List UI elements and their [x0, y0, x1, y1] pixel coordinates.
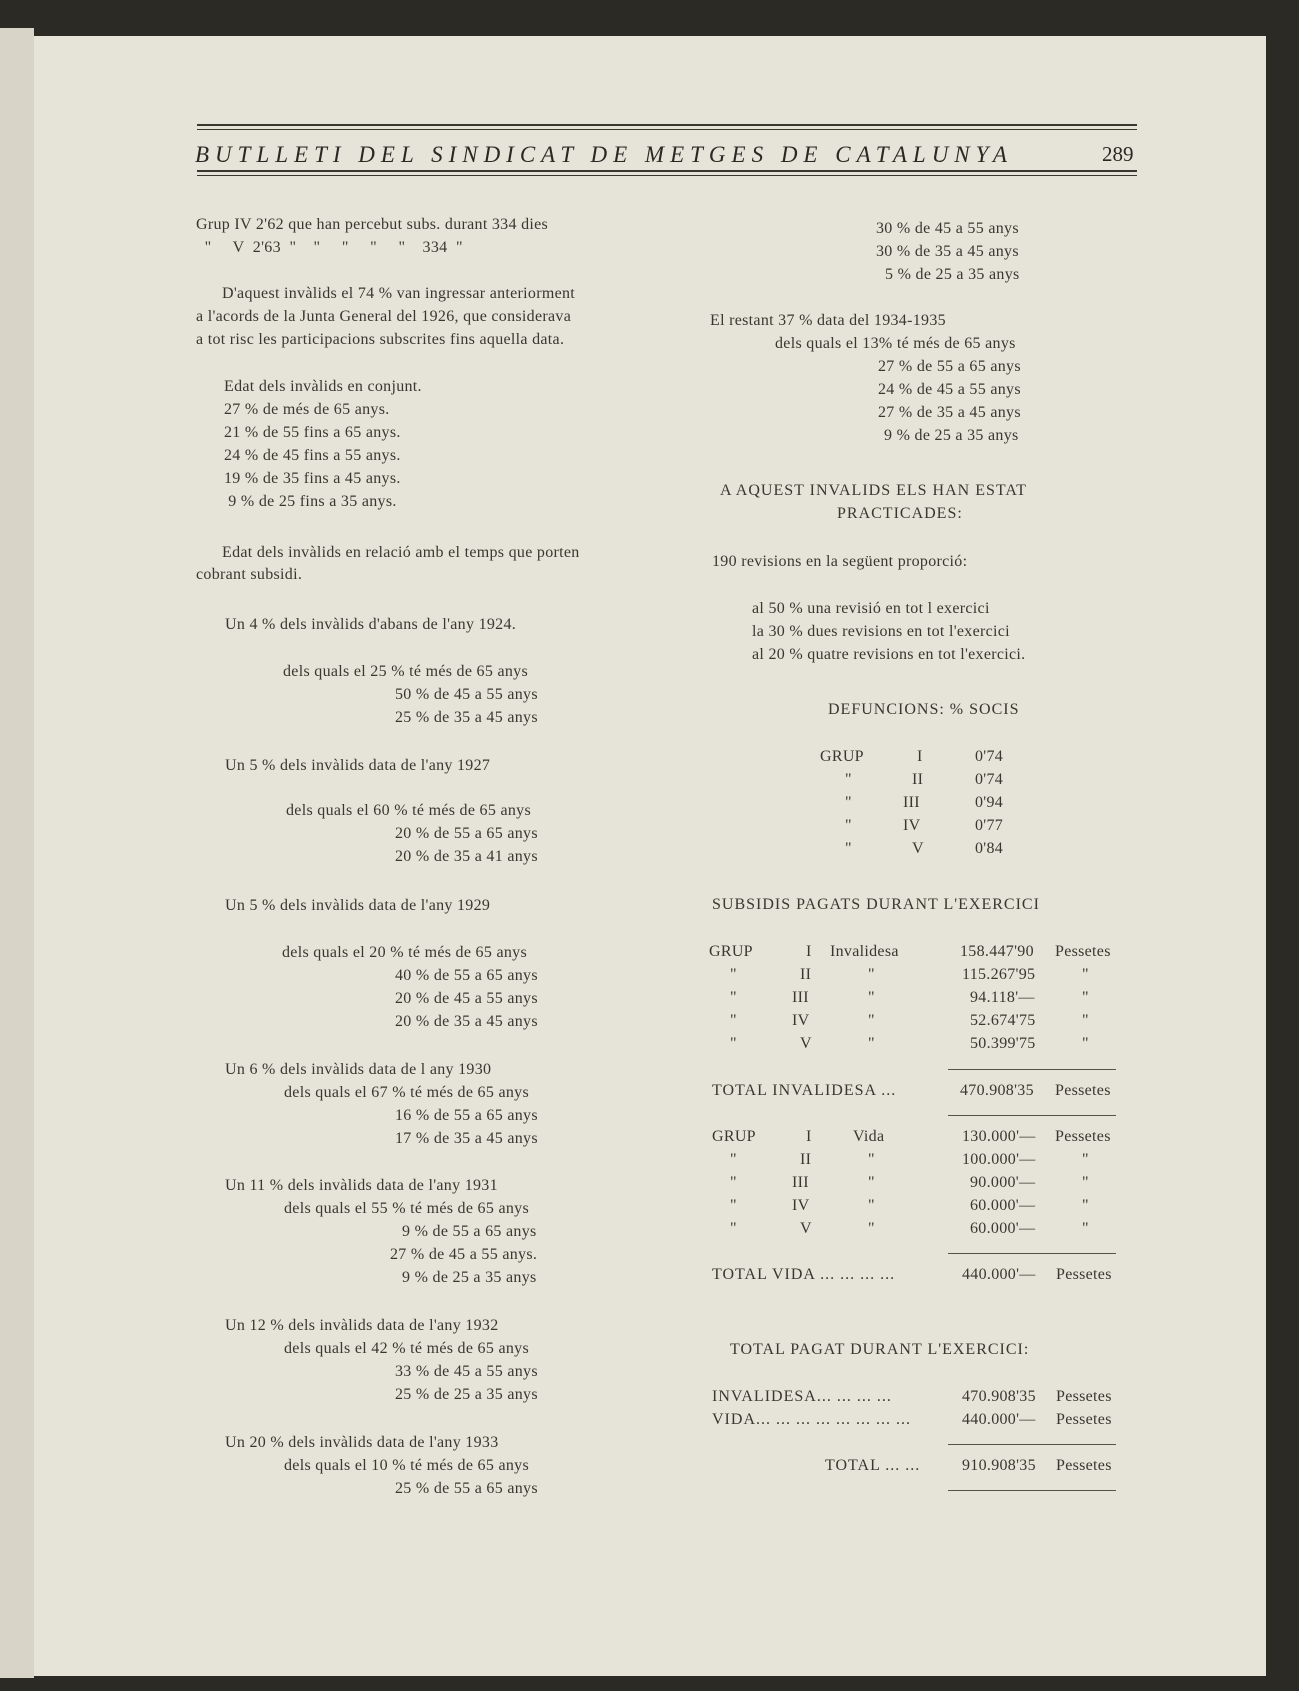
revision-line: la 30 % dues revisions en tot l'exercici — [752, 623, 1010, 640]
def-value: 0'94 — [975, 794, 1004, 811]
tp-invalidesa-value: 470.908'35 — [962, 1388, 1036, 1405]
top-line: 30 % de 45 a 55 anys — [876, 220, 1019, 237]
header-rule-bottom — [197, 170, 1137, 172]
edat-line: 21 % de 55 fins a 65 anys. — [224, 424, 401, 441]
group-1930-head: Un 6 % dels invàlids data de l any 1930 — [225, 1061, 492, 1078]
group-1929-line: 40 % de 55 a 65 anys — [395, 967, 538, 984]
edat-line: 19 % de 35 fins a 45 anys. — [224, 470, 401, 487]
intro-line: a tot risc les participacions subscrites fins aquella data. — [196, 331, 565, 348]
inv-roman: II — [800, 966, 812, 983]
tp-total-label: TOTAL ... ... — [825, 1457, 921, 1474]
practicades-title: A AQUEST INVALIDS ELS HAN ESTAT — [720, 482, 1027, 499]
inv-group: " — [730, 989, 737, 1006]
group-1931-line: dels quals el 55 % té més de 65 anys — [284, 1200, 529, 1217]
inv-unit: Pessetes — [1055, 943, 1111, 960]
inv-roman: IV — [792, 1012, 810, 1029]
left-page-edge — [0, 28, 34, 1678]
def-group: " — [845, 817, 852, 834]
inv-group: " — [730, 966, 737, 983]
subsidis-title: SUBSIDIS PAGATS DURANT L'EXERCICI — [712, 896, 1040, 913]
sum-rule — [948, 1253, 1116, 1254]
inv-type: " — [868, 966, 875, 983]
intro-line: a l'acords de la Junta General del 1926, que considerava — [196, 308, 572, 325]
relacio-line: Edat dels invàlids en relació amb el temps que porten — [222, 544, 580, 561]
group-1931-head: Un 11 % dels invàlids data de l'any 1931 — [225, 1177, 498, 1194]
inv-roman: I — [806, 943, 812, 960]
group-1933-line: 25 % de 55 a 65 anys — [395, 1480, 538, 1497]
group-1929-line: 20 % de 45 a 55 anys — [395, 990, 538, 1007]
vida-amount: 90.000'— — [970, 1174, 1036, 1191]
grup-line-v: " V 2'63 " " " " " 334 " — [196, 239, 463, 256]
sum-rule — [948, 1069, 1116, 1070]
inv-unit: " — [1082, 966, 1089, 983]
inv-amount: 115.267'95 — [962, 966, 1036, 983]
inv-roman: V — [800, 1035, 812, 1052]
inv-type: " — [868, 1035, 875, 1052]
group-1932-head: Un 12 % dels invàlids data de l'any 1932 — [225, 1317, 499, 1334]
vida-unit: " — [1082, 1220, 1089, 1237]
group-1930-line: 17 % de 35 a 45 anys — [395, 1130, 538, 1147]
restant-head: El restant 37 % data del 1934-1935 — [710, 312, 946, 329]
def-group: GRUP — [820, 748, 864, 765]
vida-type: " — [868, 1197, 875, 1214]
header-rule-bottom-thin — [197, 175, 1137, 176]
vida-roman: III — [792, 1174, 809, 1191]
inv-amount: 94.118'— — [970, 989, 1035, 1006]
group-1930-line: dels quals el 67 % té més de 65 anys — [284, 1084, 529, 1101]
group-1933-head: Un 20 % dels invàlids data de l'any 1933 — [225, 1434, 499, 1451]
vida-amount: 60.000'— — [970, 1220, 1036, 1237]
sum-rule — [948, 1490, 1116, 1491]
vida-unit: " — [1082, 1174, 1089, 1191]
edat-line: 9 % de 25 fins a 35 anys. — [224, 493, 397, 510]
vida-group: " — [730, 1197, 737, 1214]
restant-line: 24 % de 45 a 55 anys — [878, 381, 1021, 398]
total-invalidesa-value: 470.908'35 — [960, 1082, 1034, 1099]
vida-roman: IV — [792, 1197, 810, 1214]
def-group: " — [845, 840, 852, 857]
total-vida-unit: Pessetes — [1056, 1266, 1112, 1283]
top-line: 30 % de 35 a 45 anys — [876, 243, 1019, 260]
restant-line: 27 % de 55 a 65 anys — [878, 358, 1021, 375]
restant-line: dels quals el 13% té més de 65 anys — [775, 335, 1016, 352]
tp-vida-value: 440.000'— — [962, 1411, 1036, 1428]
vida-unit: Pessetes — [1055, 1128, 1111, 1145]
restant-line: 9 % de 25 a 35 anys — [884, 427, 1019, 444]
vida-amount: 130.000'— — [962, 1128, 1036, 1145]
group-1929-head: Un 5 % dels invàlids data de l'any 1929 — [225, 897, 491, 914]
inv-amount: 52.674'75 — [970, 1012, 1036, 1029]
def-value: 0'84 — [975, 840, 1004, 857]
header-rule-top — [197, 124, 1137, 126]
def-roman: II — [912, 771, 924, 788]
tp-total-value: 910.908'35 — [962, 1457, 1036, 1474]
revision-line: al 20 % quatre revisions en tot l'exercici. — [752, 646, 1026, 663]
group-1924-line: 25 % de 35 a 45 anys — [395, 709, 538, 726]
edat-title: Edat dels invàlids en conjunt. — [224, 378, 422, 395]
group-1932-line: 33 % de 45 a 55 anys — [395, 1363, 538, 1380]
inv-type: Invalidesa — [830, 943, 899, 960]
inv-group: " — [730, 1012, 737, 1029]
sum-rule — [948, 1115, 1116, 1116]
vida-type: " — [868, 1220, 875, 1237]
group-1930-line: 16 % de 55 a 65 anys — [395, 1107, 538, 1124]
revisions-intro: 190 revisions en la següent proporció: — [712, 553, 968, 570]
group-1931-line: 9 % de 55 a 65 anys — [402, 1223, 537, 1240]
page-sheet — [34, 36, 1266, 1676]
tp-vida-unit: Pessetes — [1056, 1411, 1112, 1428]
def-roman: III — [903, 794, 920, 811]
def-roman: I — [917, 748, 923, 765]
total-vida-label: TOTAL VIDA ... ... ... ... — [712, 1266, 896, 1283]
vida-roman: I — [806, 1128, 812, 1145]
inv-amount: 50.399'75 — [970, 1035, 1036, 1052]
def-roman: V — [912, 840, 924, 857]
tp-invalidesa-label: INVALIDESA... ... ... ... — [712, 1388, 892, 1405]
header-rule-top-thin — [197, 129, 1137, 130]
group-1932-line: dels quals el 42 % té més de 65 anys — [284, 1340, 529, 1357]
inv-unit: " — [1082, 1035, 1089, 1052]
group-1929-line: 20 % de 35 a 45 anys — [395, 1013, 538, 1030]
def-value: 0'74 — [975, 748, 1004, 765]
inv-amount: 158.447'90 — [960, 943, 1034, 960]
vida-unit: " — [1082, 1197, 1089, 1214]
group-1933-line: dels quals el 10 % té més de 65 anys — [284, 1457, 529, 1474]
vida-roman: V — [800, 1220, 812, 1237]
vida-type: " — [868, 1174, 875, 1191]
tp-vida-label: VIDA... ... ... ... ... ... ... ... — [712, 1411, 911, 1428]
group-1924-line: dels quals el 25 % té més de 65 anys — [283, 663, 528, 680]
def-roman: IV — [903, 817, 921, 834]
group-1929-line: dels quals el 20 % té més de 65 anys — [282, 944, 527, 961]
inv-unit: " — [1082, 1012, 1089, 1029]
page-title: BUTLLETI DEL SINDICAT DE METGES DE CATALUNYA — [195, 142, 1013, 167]
defuncions-title: DEFUNCIONS: % SOCIS — [828, 701, 1020, 718]
group-1931-line: 9 % de 25 a 35 anys — [402, 1269, 537, 1286]
group-1931-line: 27 % de 45 a 55 anys. — [390, 1246, 538, 1263]
vida-type: " — [868, 1151, 875, 1168]
edat-line: 27 % de més de 65 anys. — [224, 401, 390, 418]
inv-type: " — [868, 1012, 875, 1029]
tp-total-unit: Pessetes — [1056, 1457, 1112, 1474]
inv-group: " — [730, 1035, 737, 1052]
grup-line-iv: Grup IV 2'62 que han percebut subs. durant 334 dies — [196, 216, 549, 233]
inv-type: " — [868, 989, 875, 1006]
total-invalidesa-unit: Pessetes — [1055, 1082, 1111, 1099]
vida-group: " — [730, 1151, 737, 1168]
group-1924-head: Un 4 % dels invàlids d'abans de l'any 1924. — [225, 616, 517, 633]
vida-unit: " — [1082, 1151, 1089, 1168]
top-line: 5 % de 25 a 35 anys — [885, 266, 1020, 283]
inv-group: GRUP — [709, 943, 753, 960]
group-1927-line: dels quals el 60 % té més de 65 anys — [286, 802, 531, 819]
def-group: " — [845, 794, 852, 811]
total-invalidesa-label: TOTAL INVALIDESA ... — [712, 1082, 897, 1099]
revision-line: al 50 % una revisió en tot l exercici — [752, 600, 990, 617]
def-value: 0'74 — [975, 771, 1004, 788]
inv-roman: III — [792, 989, 809, 1006]
inv-unit: " — [1082, 989, 1089, 1006]
group-1924-line: 50 % de 45 a 55 anys — [395, 686, 538, 703]
tp-invalidesa-unit: Pessetes — [1056, 1388, 1112, 1405]
intro-line: D'aquest invàlids el 74 % van ingressar anteriorment — [222, 285, 576, 302]
sum-rule — [948, 1444, 1116, 1445]
vida-group: " — [730, 1174, 737, 1191]
group-1927-head: Un 5 % dels invàlids data de l'any 1927 — [225, 757, 491, 774]
practicades-title: PRACTICADES: — [837, 505, 963, 522]
vida-group: " — [730, 1220, 737, 1237]
total-vida-value: 440.000'— — [962, 1266, 1036, 1283]
group-1932-line: 25 % de 25 a 35 anys — [395, 1386, 538, 1403]
relacio-line: cobrant subsidi. — [196, 566, 303, 583]
vida-amount: 60.000'— — [970, 1197, 1036, 1214]
page-number: 289 — [1102, 142, 1134, 166]
def-value: 0'77 — [975, 817, 1004, 834]
total-pagat-title: TOTAL PAGAT DURANT L'EXERCICI: — [730, 1341, 1030, 1358]
vida-roman: II — [800, 1151, 812, 1168]
vida-group: GRUP — [712, 1128, 756, 1145]
group-1927-line: 20 % de 55 a 65 anys — [395, 825, 538, 842]
restant-line: 27 % de 35 a 45 anys — [878, 404, 1021, 421]
vida-type: Vida — [853, 1128, 885, 1145]
group-1927-line: 20 % de 35 a 41 anys — [395, 848, 538, 865]
vida-amount: 100.000'— — [962, 1151, 1036, 1168]
edat-line: 24 % de 45 fins a 55 anys. — [224, 447, 401, 464]
def-group: " — [845, 771, 852, 788]
